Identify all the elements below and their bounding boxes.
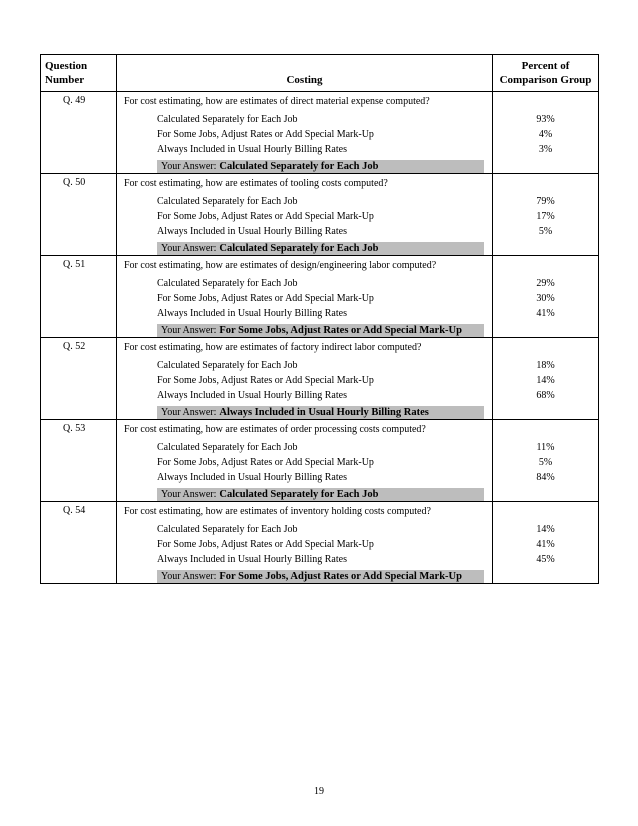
percent-cell <box>493 174 599 256</box>
percent-value: 4% <box>538 129 553 140</box>
your-answer-value: Calculated Separately for Each Job <box>219 489 379 500</box>
percent-value: 84% <box>536 472 555 483</box>
header-percent-line1: Percent of <box>521 60 570 72</box>
percent-value: 5% <box>538 226 553 237</box>
option-label: Always Included in Usual Hourly Billing Rates <box>157 226 347 237</box>
header-question-line1: Question <box>45 60 88 72</box>
options-list <box>157 440 492 485</box>
option-label: Calculated Separately for Each Job <box>157 114 298 125</box>
question-number: Q. 52 <box>41 338 117 420</box>
option-label: For Some Jobs, Adjust Rates or Add Special Mark-Up <box>157 539 374 550</box>
option-label: Calculated Separately for Each Job <box>157 196 298 207</box>
option-label: Always Included in Usual Hourly Billing Rates <box>157 390 347 401</box>
question-text: For cost estimating, how are estimates of order processing costs computed? <box>124 424 426 435</box>
question-text: For cost estimating, how are estimates of factory indirect labor computed? <box>124 342 422 353</box>
percent-value: 79% <box>536 196 555 207</box>
option-label: Always Included in Usual Hourly Billing Rates <box>157 308 347 319</box>
percent-value: 29% <box>536 278 555 289</box>
table-row <box>41 338 599 420</box>
option-label: For Some Jobs, Adjust Rates or Add Special Mark-Up <box>157 457 374 468</box>
your-answer-bar <box>157 324 484 337</box>
your-answer-value: For Some Jobs, Adjust Rates or Add Special Mark-Up <box>219 571 462 582</box>
your-answer-bar <box>157 160 484 173</box>
percent-value: 3% <box>538 144 553 155</box>
header-percent <box>493 55 599 92</box>
table-row <box>41 420 599 502</box>
percent-value: 68% <box>536 390 555 401</box>
your-answer-label: Your Answer: <box>161 489 217 500</box>
table-row <box>41 256 599 338</box>
question-text: For cost estimating, how are estimates of inventory holding costs computed? <box>124 506 431 517</box>
your-answer-bar <box>157 242 484 255</box>
costing-cell <box>117 338 493 420</box>
percent-value: 45% <box>536 554 555 565</box>
your-answer-bar <box>157 570 484 583</box>
table-row <box>41 92 599 174</box>
your-answer-label: Your Answer: <box>161 407 217 418</box>
question-text: For cost estimating, how are estimates of direct material expense computed? <box>124 96 430 107</box>
your-answer-label: Your Answer: <box>161 325 217 336</box>
costing-cell <box>117 256 493 338</box>
percent-value: 18% <box>536 360 555 371</box>
option-label: Always Included in Usual Hourly Billing Rates <box>157 144 347 155</box>
percent-value: 41% <box>536 539 555 550</box>
percent-cell <box>493 502 599 584</box>
option-label: For Some Jobs, Adjust Rates or Add Special Mark-Up <box>157 375 374 386</box>
percent-value: 14% <box>536 524 555 535</box>
your-answer-label: Your Answer: <box>161 243 217 254</box>
question-number: Q. 49 <box>41 92 117 174</box>
table-row <box>41 174 599 256</box>
your-answer-value: For Some Jobs, Adjust Rates or Add Special Mark-Up <box>219 325 462 336</box>
question-number: Q. 53 <box>41 420 117 502</box>
header-question-line2: Number <box>45 74 85 86</box>
option-label: For Some Jobs, Adjust Rates or Add Special Mark-Up <box>157 211 374 222</box>
option-label: Always Included in Usual Hourly Billing Rates <box>157 472 347 483</box>
header-percent-line2: Comparison Group <box>499 74 592 86</box>
percent-value: 14% <box>536 375 555 386</box>
option-label: Calculated Separately for Each Job <box>157 278 298 289</box>
question-number: Q. 50 <box>41 174 117 256</box>
option-label: Calculated Separately for Each Job <box>157 442 298 453</box>
your-answer-label: Your Answer: <box>161 161 217 172</box>
options-list <box>157 194 492 239</box>
percent-value: 30% <box>536 293 555 304</box>
percent-value: 17% <box>536 211 555 222</box>
option-label: Calculated Separately for Each Job <box>157 360 298 371</box>
your-answer-bar <box>157 406 484 419</box>
question-number: Q. 51 <box>41 256 117 338</box>
options-list <box>157 112 492 157</box>
your-answer-value: Calculated Separately for Each Job <box>219 243 379 254</box>
option-label: Calculated Separately for Each Job <box>157 524 298 535</box>
survey-table <box>40 54 599 584</box>
question-number: Q. 54 <box>41 502 117 584</box>
header-question-number <box>41 55 117 92</box>
option-label: For Some Jobs, Adjust Rates or Add Special Mark-Up <box>157 129 374 140</box>
options-list <box>157 276 492 321</box>
your-answer-value: Calculated Separately for Each Job <box>219 161 379 172</box>
costing-cell <box>117 174 493 256</box>
your-answer-bar <box>157 488 484 501</box>
costing-cell <box>117 92 493 174</box>
your-answer-value: Always Included in Usual Hourly Billing Rates <box>219 407 429 418</box>
header-costing: Costing <box>117 55 493 92</box>
costing-cell <box>117 420 493 502</box>
costing-cell <box>117 502 493 584</box>
percent-value: 11% <box>536 442 555 453</box>
percent-cell <box>493 420 599 502</box>
percent-cell <box>493 338 599 420</box>
percent-value: 41% <box>536 308 555 319</box>
header-row <box>41 55 599 92</box>
option-label: For Some Jobs, Adjust Rates or Add Special Mark-Up <box>157 293 374 304</box>
option-label: Always Included in Usual Hourly Billing Rates <box>157 554 347 565</box>
question-text: For cost estimating, how are estimates of design/engineering labor computed? <box>124 260 437 271</box>
percent-value: 93% <box>536 114 555 125</box>
table-row <box>41 502 599 584</box>
page-number: 19 <box>314 786 324 797</box>
options-list <box>157 358 492 403</box>
percent-value: 5% <box>538 457 553 468</box>
options-list <box>157 522 492 567</box>
percent-cell <box>493 256 599 338</box>
question-text: For cost estimating, how are estimates of tooling costs computed? <box>124 178 388 189</box>
percent-cell <box>493 92 599 174</box>
your-answer-label: Your Answer: <box>161 571 217 582</box>
